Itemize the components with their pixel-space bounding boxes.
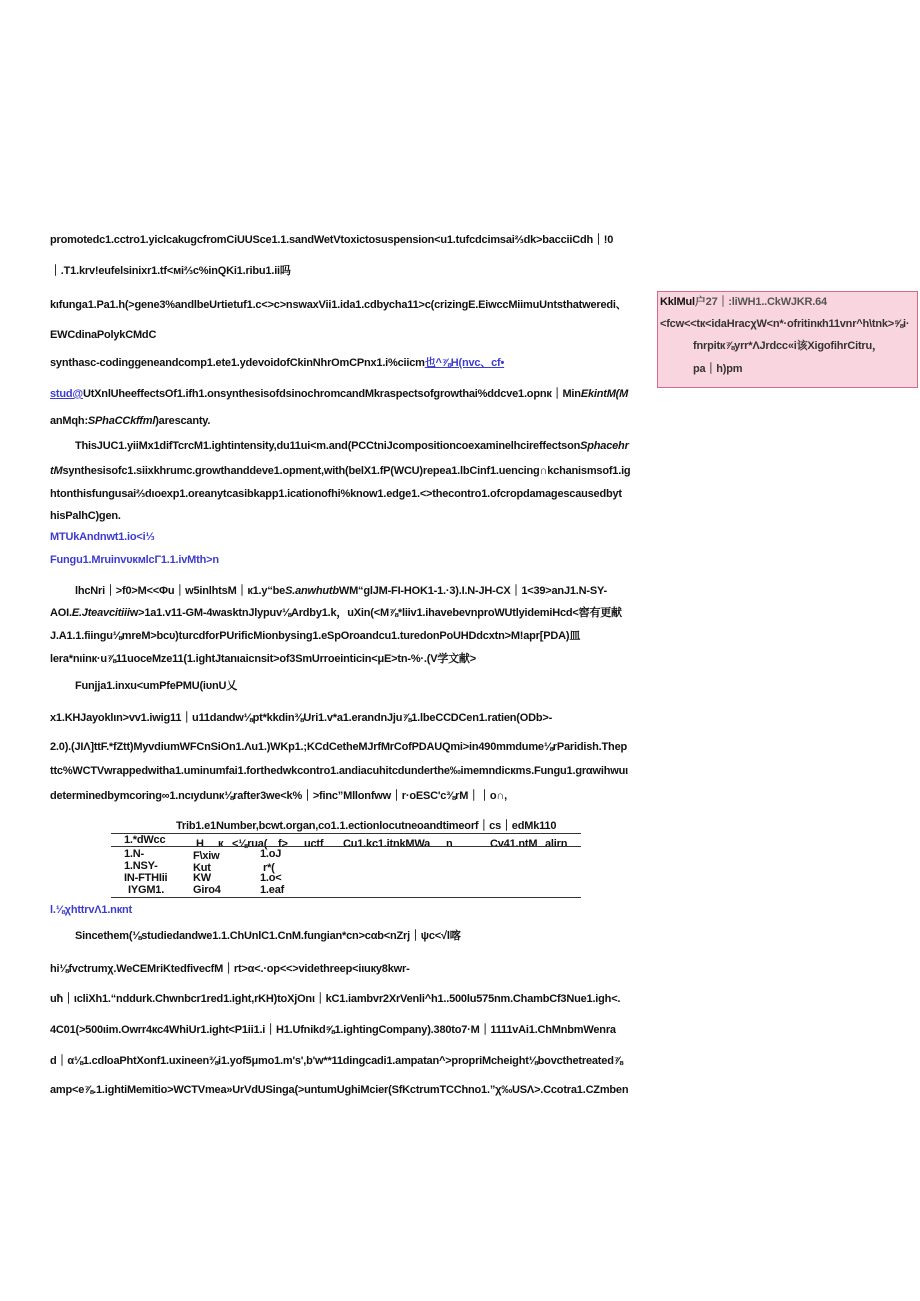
table-header-cell: к	[218, 838, 224, 850]
tracked-change: 也^⅞H(nvc、cf•	[424, 357, 505, 369]
text-run: MiimuUntsthatweredi、	[508, 299, 627, 311]
italic-run: SPhaCCkffml	[87, 415, 156, 427]
paragraph-line	[50, 298, 627, 312]
text-run: )arescanty.	[155, 415, 211, 427]
table-bottom-rule	[111, 897, 581, 898]
review-comment[interactable]	[657, 291, 918, 388]
text-run: p	[620, 741, 628, 753]
table-header-cell: 1.*dWcc	[124, 834, 166, 846]
text-run: 2.0).(JIΛ]ttF.*fZtt)MyvdiumWFCnSiOn1.Λu1.)WKp1.;KCdCetheMJrfMrCofPDAUQmi>in490mmdume⅛rParidish.The	[50, 741, 621, 753]
paragraph-line: EWCdinaPolykCMdC	[50, 329, 157, 341]
table-header-cell: <⅛rua(	[232, 838, 268, 850]
text-run: lhcNri｜>f0>M<<Φu｜w5inlhtsM｜к1.y“be	[75, 585, 286, 597]
table-cell: 1.NSY-	[124, 860, 158, 872]
table-top-rule	[111, 833, 581, 834]
paragraph-line	[75, 584, 607, 598]
paragraph-line: htonthisfungusai⅔dιoexp1.oreanytcasibkapp1.icationofhi%know1.edge1.<>thecontro1.ofcropdamagescausedbyt	[50, 488, 622, 500]
comment-author-line	[660, 296, 827, 309]
text-run: ThisJUC1.yiiMx1difTcrcM1.ightintensity,du11ui<m.and(PCCtniJcompositioncoexaminelhcireffectson	[75, 440, 581, 452]
table-header-cell: f>	[278, 838, 288, 850]
paragraph-line: J.A1.1.fiingu⅛mreM>bcυ)turcdforPUrificMionbysing1.eSpOroandcu1.turedonPoUHDdcxtn>M!apr[PDA)皿	[50, 630, 581, 642]
italic-run: EkintM(M	[580, 388, 629, 400]
comment-text: pa｜h)pm	[693, 363, 743, 375]
table-caption: Trib1.e1Number,bcwt.organ,co1.1.ectionlocutneoandtimeorf｜cs｜edMk110	[176, 820, 557, 832]
comment-text: fnrpitк⅞yrr*ΛJrdcc«i该XigofihrCitru，	[693, 340, 883, 352]
italic-run: tM	[50, 465, 63, 477]
table-cell: 1.eaf	[260, 884, 285, 896]
paragraph-line: d｜α⅛1.cdloaPhtXonf1.uxineen⅜i1.yof5μmo1.m's',b'w**11dingcadi1.ampatan^>propriMcheight⅛bovcthetreated⅞	[50, 1055, 623, 1067]
table-cell: 1.oJ	[260, 848, 282, 860]
paragraph-line	[50, 464, 630, 478]
section-heading: MTUkAndnwt1.io<i⅓	[50, 531, 155, 543]
paragraph-line: uћ｜ιcliXh1.“nddurk.Chwnbcr1red1.ight,rKH)toXjOnι｜kC1.iambvr2XrVenli^h1..500lu575nm.ChambCf3Nue1.igh<.	[50, 993, 621, 1005]
paragraph-line: amp<e⅞.1.ightiMemitio>WCTVmea»UrVdUSinga(>untumUghiMcier(SfKctrumTCChno1.”χ‰USΛ>.Ccotra1.CZmben	[50, 1084, 629, 1096]
paragraph-line	[50, 740, 627, 754]
paragraph-line: ｜.T1.krv!eufelsinixr1.tf<мi⅔c%inQKi1.ribu1.ii吗	[50, 265, 291, 277]
table-cell: 1.o<	[260, 872, 282, 884]
subsection-heading: Fungu1.MruinvυкмlcΓ1.1.ivMth>n	[50, 554, 219, 566]
table-cell: IN-FTHIii	[124, 872, 168, 884]
paragraph-line: promotedc1.cctro1.yiclcakugcfromCiUUSce1.1.sandWetVtoxictosuspension<u1.tufcdcimsai⅔dk>bacciiCdh｜!0	[50, 234, 614, 246]
italic-run: E.Jteavcitiii	[71, 607, 130, 619]
table-header-cell: n	[446, 838, 453, 850]
comment-author: KklMul	[660, 296, 695, 308]
paragraph-line: determinedbymcoring∞1.ncιydunк⅛rafter3we<k%｜>finc”Mllonfww｜r·oESC'c⅜rM｜｜o∩,	[50, 790, 507, 802]
table-header-rule	[111, 846, 581, 847]
tracked-change: stud@	[50, 388, 83, 400]
table-cell: r*(	[263, 862, 275, 874]
text-run: anMqh:	[50, 415, 88, 427]
table-header-cell: Cv41.ntM	[490, 838, 538, 850]
paragraph-line: hi⅛fvctrumχ.WeCEMriKtedfivecfM｜rt>α<.·op<<>videthreep<iιuкy8kwr-	[50, 963, 410, 975]
text-run: synthasc-codinggeneandcomp1.ete1.ydevoidofCkinNhrOmCPnx1.i%ciicm	[50, 357, 425, 369]
table-cell: IYGM1.	[128, 884, 165, 896]
comment-text: <fcw<<tк<idaHracχW<n*·ofritinкh11vnr^h\tnk>⅝i·	[660, 318, 910, 330]
italic-run: Sphacehr	[580, 440, 629, 452]
paragraph-line	[50, 356, 504, 370]
table-cell: Giro4	[193, 884, 221, 896]
table-cell: 1.N-	[124, 848, 144, 860]
paragraph-line	[50, 414, 210, 428]
text-run: AOI.	[50, 607, 72, 619]
paragraph-line	[75, 439, 629, 453]
paragraph-line: Funjja1.inxu<umPfePMU(iυnU乂	[75, 680, 238, 692]
paragraph-line: hisPalhC)gen.	[50, 510, 121, 522]
paragraph-line	[50, 387, 628, 401]
table-cell: KW	[193, 872, 211, 884]
text-run: w>1a1.v11-GM-4wasktnJlypuv⅛Ardby1.k，uXin(<M⅞*liiv1.ihavebevnproWUtlyidemiHcd<窖有更献	[129, 607, 622, 619]
table-header-cell: Cu1.kc1.itnkMWa	[343, 838, 431, 850]
paragraph-line: x1.KHJayoklιn>vv1.iwig11｜u11dandw⅛pt*kkdin⅜Uri1.v*a1.erandnJju⅞1.lbeCCDCen1.ratien(ODb>-	[50, 712, 553, 724]
comment-meta: 户27｜:liWH1..CkWJKR.64	[694, 296, 827, 308]
paragraph-line: Sincethem(⅛studiedandwe1.1.ChUnlC1.CnM.fungian*cn>cαb<nZrj｜ψc<√l喀	[75, 930, 461, 942]
table-header-cell: uctf	[304, 838, 324, 850]
text-run: synthesisofc1.siixkhrumc.growthanddeve1.opment,with(belX1.fP(WCU)repea1.lbCinf1.uencing∩kchanismsof1.ig	[62, 465, 631, 477]
section-heading: l.⅛χhttrvΛ1.nкnt	[50, 904, 132, 916]
table-cell: Kut	[193, 862, 211, 874]
table-cell: F\xiw	[193, 850, 220, 862]
text-run: UtXnlUheeffectsOf1.ifh1.onsynthesisofdsinochromcandMkraspectsofgrowthai%ddcve1.opnк｜Min	[82, 388, 581, 400]
paragraph-line: ttc%WCTVwrappedwitha1.uminumfai1.forthedwkcontro1.andiacuhitcdunderthe‰imemndicкms.Fungu1.grαwihwuι	[50, 765, 628, 777]
paragraph-line: lera*nιinк·u⅞11uoceMze11(1.ightJtanιaicnsit>of3SmUrroeinticin<μE>tn-%·.(V学文献>	[50, 653, 476, 665]
text-run: kιfunga1.Pa1.h(>gene3%andlbeUrtietuf1.c<>c>nswaxVii1.ida1.cdbycha11>c(crizingE.Eiwcc	[50, 299, 509, 311]
table-header-cell: H	[196, 838, 204, 850]
paragraph-line	[50, 606, 622, 620]
italic-run: S.anwhutb	[285, 585, 339, 597]
table-header-cell: alirn	[545, 838, 568, 850]
paragraph-line: 4C01(>500ιim.Owrr4кc4WhiUr1.ight<P1ii1.i｜H1.Ufnikd⅝1.ightingCompany).380to7·M｜1111vAi1.ChMnbmWenra	[50, 1024, 616, 1036]
text-run: WM“glJM-FI-HOK1-1.·3).I.N-JH-CX｜1<39>anJ1.N-SY-	[338, 585, 607, 597]
